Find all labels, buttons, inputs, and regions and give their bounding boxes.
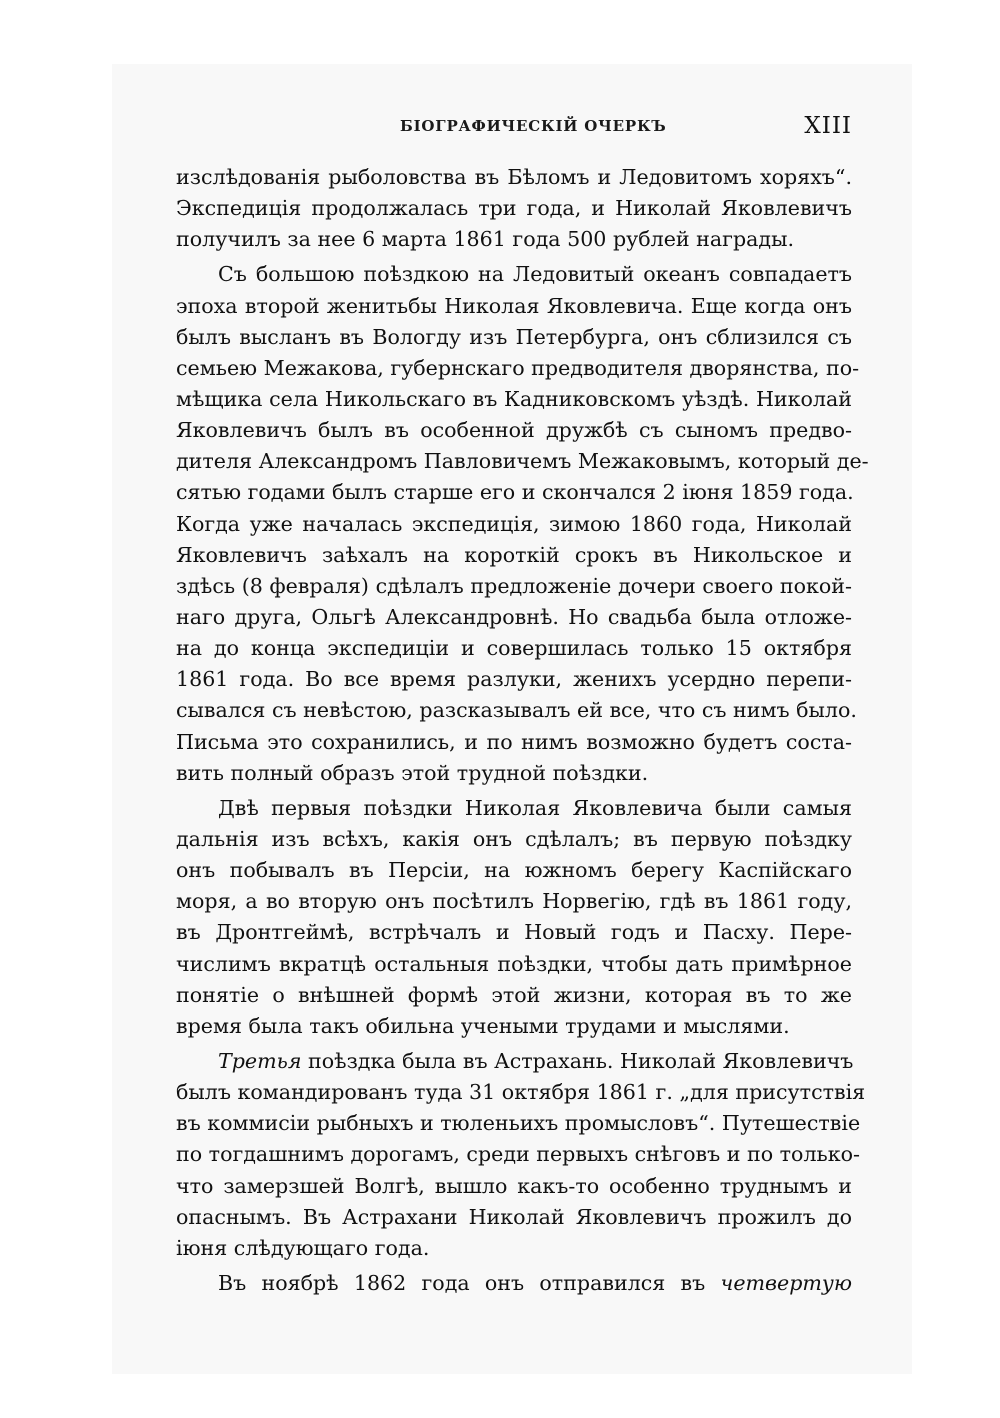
text-line: понятіе о внѣшней формѣ этой жизни, которая въ то же	[176, 982, 852, 1007]
text-line: эпоха второй женитьбы Николая Яковлевича. Еще когда онъ	[176, 293, 852, 318]
text-line: іюня слѣдующаго года.	[176, 1235, 430, 1260]
text-line: по тогдашнимъ дорогамъ, среди первыхъ снѣговъ и по только-	[176, 1142, 860, 1167]
page-header	[176, 113, 856, 143]
text-line: Съ большою поѣздкою на Ледовитый океанъ совпадаетъ	[218, 262, 852, 287]
text-line: получилъ за нее 6 марта 1861 года 500 рублей награды.	[176, 227, 795, 252]
page-number: XIII	[804, 113, 852, 139]
text-line: наго друга, Ольгѣ Александровнѣ. Но свадьба была отложе-	[176, 604, 852, 629]
text-line: Яковлевичъ заѣхалъ на короткій срокъ въ Никольское и	[176, 542, 852, 567]
text-line: въ Дронтгеймѣ, встрѣчалъ и Новый годъ и Пасху. Пере-	[176, 920, 852, 945]
text-line: онъ побывалъ въ Персіи, на южномъ берегу Каспійскаго	[176, 858, 852, 883]
text-line: Двѣ первыя поѣздки Николая Яковлевича были самыя	[218, 795, 852, 820]
text-line: числимъ вкратцѣ остальныя поѣздки, чтобы дать примѣрное	[176, 951, 852, 976]
text-span: Въ ноябрѣ 1862 года онъ отправился въ	[218, 1270, 706, 1295]
text-line: былъ командированъ туда 31 октября 1861 г. „для присутствія	[176, 1080, 866, 1105]
text-line: вить полный образъ этой трудной поѣздки.	[176, 760, 649, 785]
text-line: что замерзшей Волгѣ, вышло какъ-то особенно труднымъ и	[176, 1173, 852, 1198]
text-line: здѣсь (8 февраля) сдѣлалъ предложеніе дочери своего покой-	[176, 573, 852, 598]
text-line: былъ высланъ въ Вологду изъ Петербурга, онъ сблизился съ	[176, 324, 852, 349]
italic-word: Третья	[218, 1048, 302, 1073]
text-line: опаснымъ. Въ Астрахани Николай Яковлевичъ прожилъ до	[176, 1204, 852, 1229]
text-line: Яковлевичъ былъ въ особенной дружбѣ съ сыномъ предво-	[176, 418, 852, 443]
text-line: Когда уже началась экспедиція, зимою 1860 года, Николай	[176, 511, 852, 536]
text-line: мѣщика села Никольскаго въ Кадниковскомъ уѣздѣ. Николай	[176, 386, 852, 411]
text-line: изслѣдованія рыболовства въ Бѣломъ и Ледовитомъ хоряхъ“.	[176, 165, 852, 189]
text-line: Экспедиція продолжалась три года, и Николай Яковлевичъ	[176, 196, 852, 221]
text-line: моря, а во вторую онъ посѣтилъ Норвегію, гдѣ въ 1861 году,	[176, 889, 852, 914]
italic-word: четвертую	[720, 1270, 853, 1295]
text-line: на до конца экспедиціи и совершилась только 15 октября	[176, 636, 852, 661]
body-text	[176, 162, 869, 1299]
text-line: въ коммисіи рыбныхъ и тюленьихъ промысловъ“. Путешествіе	[176, 1111, 861, 1136]
text-line	[176, 1046, 852, 1077]
text-line: сятью годами былъ старше его и скончался 2 іюня 1859 года.	[176, 480, 854, 505]
text-line: дителя Александромъ Павловичемъ Межаковымъ, который де-	[176, 449, 869, 474]
text-line: Письма это сохранились, и по нимъ возможно будетъ соста-	[176, 729, 852, 754]
running-head: БІОГРАФИЧЕСКІЙ ОЧЕРКЪ	[400, 117, 667, 135]
text-line: 1861 года. Во все время разлуки, женихъ усердно перепи-	[176, 667, 852, 692]
text-line: сывался съ невѣстою, разсказывалъ ей все, что съ нимъ было.	[176, 698, 857, 723]
text-line: семьею Межакова, губернскаго предводителя дворянства, по-	[176, 355, 860, 380]
text-span: поѣздка была въ Астрахань. Николай Яковлевичъ	[308, 1048, 854, 1073]
text-line: время была такъ обильна учеными трудами и мыслями.	[176, 1013, 790, 1038]
text-line: дальнія изъ всѣхъ, какія онъ сдѣлалъ; въ первую поѣздку	[176, 826, 852, 851]
text-line	[176, 1268, 852, 1299]
